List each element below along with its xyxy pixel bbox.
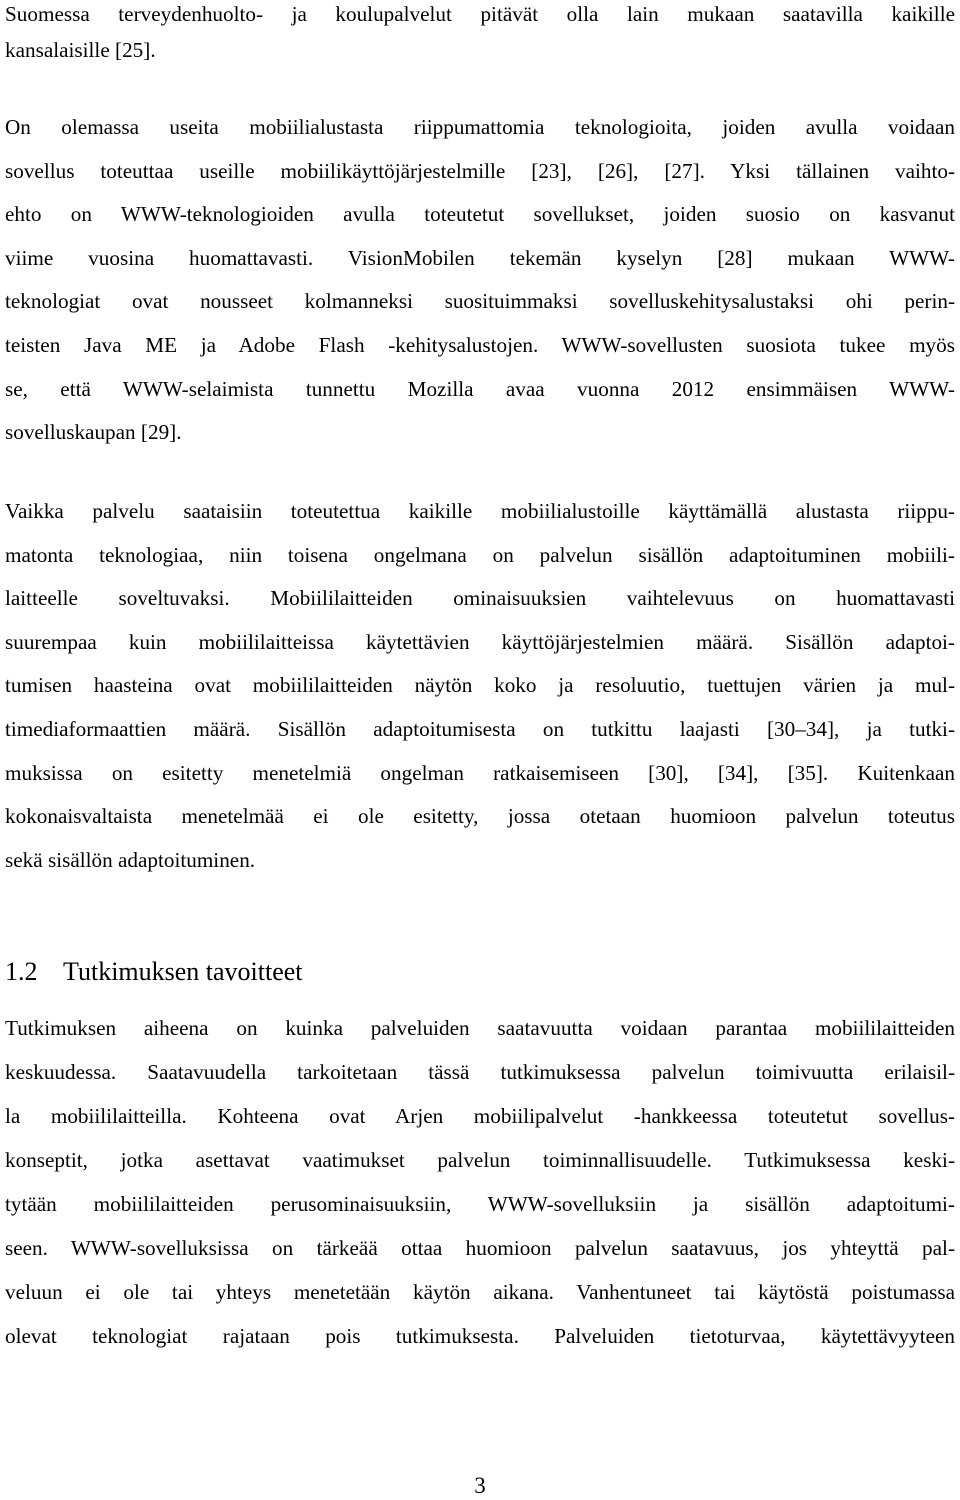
text-line: Tutkimuksen aiheena on kuinka palveluiden saatavuutta voidaan parantaa mobiililaitteiden (5, 1016, 955, 1040)
text-line: suurempaa kuin mobiililaitteissa käytettävien käyttöjärjestelmien määrä. Sisällön adaptoi- (5, 629, 955, 654)
text-line: sovellus toteuttaa useille mobiilikäyttöjärjestelmille [23], [26], [27]. Yksi tällainen vaihto- (5, 158, 955, 183)
text-line: keskuudessa. Saatavuudella tarkoitetaan tässä tutkimuksessa palvelun toimivuutta erilaisil- (5, 1060, 955, 1084)
text-line: timediaformaattien määrä. Sisällön adaptoitumisesta on tutkittu laajasti [30–34], ja tutki- (5, 717, 955, 741)
text-line: kansalaisille [25]. (5, 38, 156, 62)
text-line: viime vuosina huomattavasti. VisionMobilen tekemän kyselyn [28] mukaan WWW- (5, 245, 955, 270)
page-number: 3 (474, 1473, 486, 1498)
text-line: la mobiililaitteilla. Kohteena ovat Arjen mobiilipalvelut -hankkeessa toteutetut sovellus- (5, 1104, 955, 1128)
text-line: teisten Java ME ja Adobe Flash -kehitysalustojen. WWW-sovellusten suosiota tukee myös (5, 333, 955, 357)
text-line: veluun ei ole tai yhteys menetetään käytön aikana. Vanhentuneet tai käytöstä poistumassa (5, 1280, 955, 1304)
section-title: Tutkimuksen tavoitteet (63, 957, 303, 986)
text-line: sekä sisällön adaptoituminen. (5, 847, 256, 872)
text-line: ehto on WWW-teknologioiden avulla toteutetut sovellukset, joiden suosio on kasvanut (5, 202, 955, 227)
text-line: teknologiat ovat nousseet kolmanneksi suosituimmaksi sovelluskehitysalustaksi ohi perin- (5, 289, 955, 314)
text-line: laitteelle soveltuvaksi. Mobiililaitteiden ominaisuuksien vaihtelevuus on huomattavasti (5, 586, 955, 611)
text-line: tytään mobiililaitteiden perusominaisuuksiin, WWW-sovelluksiin ja sisällön adaptoitumi- (5, 1192, 955, 1216)
text-line: sovelluskaupan [29]. (5, 420, 182, 445)
section-heading (5, 956, 303, 988)
text-line: matonta teknologiaa, niin toisena ongelmana on palvelun sisällön adaptoituminen mobiili- (5, 542, 955, 567)
text-line: tumisen haasteina ovat mobiililaitteiden näytön koko ja resoluutio, tuettujen värien ja mul- (5, 673, 955, 698)
text-line: se, että WWW-selaimista tunnettu Mozilla avaa vuonna 2012 ensimmäisen WWW- (5, 376, 955, 401)
text-line: On olemassa useita mobiilialustasta riippumattomia teknologioita, joiden avulla voidaan (5, 115, 955, 139)
text-line: muksissa on esitetty menetelmiä ongelman ratkaisemiseen [30], [34], [35]. Kuitenkaan (5, 760, 955, 785)
text-line: Suomessa terveydenhuolto- ja koulupalvelut pitävät olla lain mukaan saatavilla kaikille (5, 2, 955, 26)
text-line: konseptit, jotka asettavat vaatimukset palvelun toiminnallisuudelle. Tutkimuksessa keski- (5, 1148, 955, 1172)
section-number: 1.2 (5, 957, 38, 986)
text-line: Vaikka palvelu saataisiin toteutettua kaikille mobiilialustoille käyttämällä alustasta riippu- (5, 499, 955, 523)
text-line: seen. WWW-sovelluksissa on tärkeää ottaa huomioon palvelun saatavuus, jos yhteyttä pal- (5, 1236, 955, 1260)
text-line: olevat teknologiat rajataan pois tutkimuksesta. Palveluiden tietoturvaa, käytettävyyteen (5, 1324, 955, 1348)
text-line: kokonaisvaltaista menetelmää ei ole esitetty, jossa otetaan huomioon palvelun toteutus (5, 804, 955, 829)
